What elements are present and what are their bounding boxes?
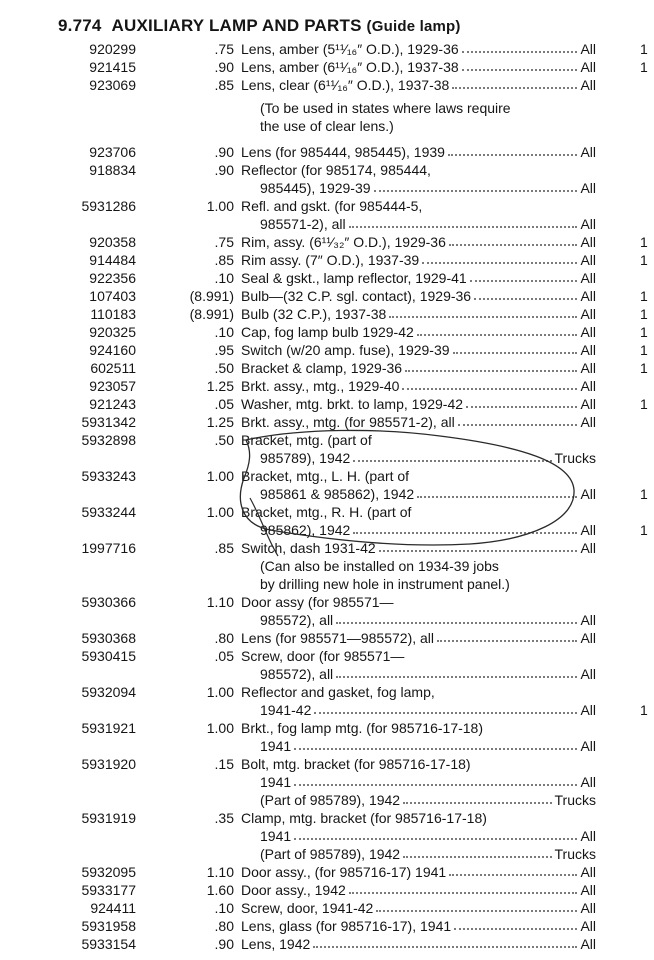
- part-description-cell: [241, 413, 596, 431]
- part-number: 5933154: [81, 936, 136, 952]
- part-number: 922356: [89, 270, 136, 286]
- applies-to: All: [580, 288, 596, 304]
- dot-leader: [454, 928, 577, 930]
- part-number: 602511: [90, 360, 136, 376]
- parts-line: [0, 593, 654, 611]
- dot-leader: [417, 496, 577, 498]
- parts-line: [0, 305, 654, 323]
- parts-line: [0, 431, 654, 449]
- applies-to: All: [580, 342, 596, 358]
- part-description: Lens, glass (for 985716-17), 1941: [241, 918, 452, 934]
- part-description: Lens (for 985444, 985445), 1939: [241, 144, 445, 160]
- parts-line: [0, 791, 654, 809]
- parts-line: [0, 503, 654, 521]
- parts-line: [0, 917, 654, 935]
- part-description: 985572), all: [260, 666, 334, 682]
- part-note: the use of clear lens.): [260, 118, 394, 134]
- applies-to: All: [580, 378, 596, 394]
- parts-line: [0, 269, 654, 287]
- part-number: 918834: [89, 162, 136, 178]
- part-number: 5930415: [81, 648, 136, 664]
- dot-leader: [452, 87, 577, 89]
- part-number: 914484: [89, 252, 136, 268]
- part-description: Lens, clear (6¹¹⁄₁₆″ O.D.), 1937-38: [241, 77, 450, 93]
- applies-to: All: [580, 234, 596, 250]
- dot-leader: [449, 244, 578, 246]
- part-note: (Can also be installed on 1934-39 jobs: [260, 558, 499, 574]
- dot-leader: [336, 676, 577, 678]
- part-description: 1941-42: [260, 702, 312, 718]
- part-price: .85: [214, 252, 234, 268]
- margin-mark: 1: [640, 324, 648, 340]
- part-description: Bracket, mtg., L. H. (part of: [241, 468, 410, 484]
- part-number: 5930368: [81, 630, 136, 646]
- dot-leader: [405, 370, 577, 372]
- part-description: 985445), 1929-39: [260, 180, 371, 196]
- part-price: .50: [214, 360, 234, 376]
- parts-line: [0, 251, 654, 269]
- parts-line: [0, 341, 654, 359]
- part-price: .90: [214, 162, 234, 178]
- parts-line: [0, 359, 654, 377]
- applies-to: All: [580, 252, 596, 268]
- applies-to: Trucks: [554, 450, 596, 466]
- parts-line: [0, 863, 654, 881]
- part-description: Reflector and gasket, fog lamp,: [241, 684, 435, 700]
- part-number: 5931286: [81, 198, 136, 214]
- dot-leader: [466, 406, 577, 408]
- dot-leader: [353, 460, 551, 462]
- part-description-cell: [260, 773, 596, 791]
- part-description-cell: [260, 521, 596, 539]
- part-number: 5931919: [81, 810, 136, 826]
- applies-to: All: [580, 360, 596, 376]
- dot-leader: [458, 424, 578, 426]
- part-number: 110183: [90, 306, 136, 322]
- part-description-cell: [260, 791, 596, 809]
- dot-leader: [294, 838, 577, 840]
- dot-leader: [462, 69, 578, 71]
- part-description-cell: [241, 755, 596, 773]
- part-description: Cap, fog lamp bulb 1929-42: [241, 324, 414, 340]
- part-price: 1.00: [206, 468, 234, 484]
- part-description: 985572), all: [260, 612, 334, 628]
- parts-line: [0, 881, 654, 899]
- part-description-cell: [241, 863, 596, 881]
- part-price: 1.00: [206, 198, 234, 214]
- part-price: 1.60: [206, 882, 234, 898]
- parts-line: [0, 287, 654, 305]
- part-description: Rim assy. (7″ O.D.), 1937-39: [241, 252, 420, 268]
- part-description-cell: [241, 143, 596, 161]
- part-description-cell: [241, 269, 596, 287]
- note-line: [0, 99, 654, 117]
- part-price: .05: [214, 648, 234, 664]
- part-description: Lens, amber (6¹¹⁄₁₆″ O.D.), 1937-38: [241, 59, 459, 75]
- dot-leader: [437, 640, 577, 642]
- dot-leader: [422, 262, 577, 264]
- applies-to: All: [580, 270, 596, 286]
- parts-line: [0, 683, 654, 701]
- applies-to: All: [580, 630, 596, 646]
- part-description-cell: [241, 76, 596, 94]
- part-description: Switch (w/20 amp. fuse), 1929-39: [241, 342, 450, 358]
- parts-line: [0, 395, 654, 413]
- part-description: 985862), 1942: [260, 522, 351, 538]
- part-price: .75: [214, 41, 234, 57]
- part-number: 5932095: [81, 864, 136, 880]
- part-note: by drilling new hole in instrument panel.): [260, 576, 510, 592]
- dot-leader: [376, 910, 577, 912]
- part-description-cell: [241, 683, 596, 701]
- margin-mark: 1: [640, 522, 648, 538]
- margin-mark: 1: [640, 59, 648, 75]
- parts-line: [0, 809, 654, 827]
- part-number: 5931342: [81, 414, 136, 430]
- part-description: (Part of 985789), 1942: [260, 792, 401, 808]
- part-description-cell: [241, 233, 596, 251]
- part-price: 1.00: [206, 684, 234, 700]
- part-description: Bulb—(32 C.P. sgl. contact), 1929-36: [241, 288, 472, 304]
- dot-leader: [353, 532, 577, 534]
- part-description: Bracket, mtg. (part of: [241, 432, 372, 448]
- part-description: Brkt. assy., mtg. (for 985571-2), all: [241, 414, 455, 430]
- applies-to: All: [580, 666, 596, 682]
- part-number: 920325: [89, 324, 136, 340]
- part-description: Screw, door, 1941-42: [241, 900, 374, 916]
- dot-leader: [449, 874, 577, 876]
- margin-mark: 1: [640, 306, 648, 322]
- part-description: 985789), 1942: [260, 450, 351, 466]
- part-price: 1.00: [206, 720, 234, 736]
- part-price: .80: [214, 630, 234, 646]
- part-price: .85: [214, 77, 234, 93]
- part-number: 5931958: [81, 918, 136, 934]
- part-price: .35: [214, 810, 234, 826]
- applies-to: All: [580, 918, 596, 934]
- part-description-cell: [241, 359, 596, 377]
- part-description-cell: [241, 467, 596, 485]
- dot-leader: [294, 748, 577, 750]
- margin-mark: 1: [640, 486, 648, 502]
- parts-line: [0, 773, 654, 791]
- dot-leader: [379, 550, 578, 552]
- part-description-cell: [241, 503, 596, 521]
- dot-leader: [314, 712, 577, 714]
- part-description-cell: [260, 485, 596, 503]
- part-description-cell: [241, 431, 596, 449]
- part-description: Clamp, mtg. bracket (for 985716-17-18): [241, 810, 487, 826]
- part-description: 985571-2), all: [260, 216, 346, 232]
- part-note: (To be used in states where laws require: [260, 100, 511, 116]
- margin-mark: 1: [640, 702, 648, 718]
- dot-leader: [462, 51, 578, 53]
- part-description-cell: [260, 827, 596, 845]
- parts-line: [0, 935, 654, 953]
- part-price: .90: [214, 936, 234, 952]
- part-description-cell: [241, 809, 596, 827]
- parts-line: [0, 845, 654, 863]
- parts-line: [0, 755, 654, 773]
- part-description-cell: [241, 539, 596, 557]
- part-number: 923069: [89, 77, 136, 93]
- dot-leader: [403, 802, 551, 804]
- part-description: Bulb (32 C.P.), 1937-38: [241, 306, 387, 322]
- parts-line: [0, 377, 654, 395]
- part-description-cell: [241, 40, 596, 58]
- part-description-cell: [241, 899, 596, 917]
- part-description: Bolt, mtg. bracket (for 985716-17-18): [241, 756, 471, 772]
- part-price: .95: [214, 342, 234, 358]
- part-description-cell: [241, 58, 596, 76]
- part-price: .85: [214, 540, 234, 556]
- dot-leader: [470, 280, 578, 282]
- part-price: 1.25: [206, 414, 234, 430]
- applies-to: All: [580, 306, 596, 322]
- parts-line: [0, 629, 654, 647]
- part-description: 1941: [260, 828, 292, 844]
- part-number: 5930366: [81, 594, 136, 610]
- parts-line: [0, 737, 654, 755]
- margin-mark: 1: [640, 252, 648, 268]
- part-price: .90: [214, 59, 234, 75]
- part-price: 1.10: [206, 864, 234, 880]
- part-number: 921415: [89, 59, 136, 75]
- parts-line: [0, 233, 654, 251]
- part-number: 1997716: [81, 540, 136, 556]
- part-description: 985861 & 985862), 1942: [260, 486, 415, 502]
- part-description-cell: [260, 611, 596, 629]
- applies-to: All: [580, 41, 596, 57]
- dot-leader: [349, 892, 578, 894]
- parts-line: [0, 701, 654, 719]
- margin-mark: 1: [640, 342, 648, 358]
- dot-leader: [313, 946, 577, 948]
- part-description-cell: [241, 197, 596, 215]
- part-description-cell: [260, 449, 596, 467]
- part-description: Door assy (for 985571—: [241, 594, 394, 610]
- part-description: Lens, amber (5¹¹⁄₁₆″ O.D.), 1929-36: [241, 41, 459, 57]
- applies-to: All: [580, 900, 596, 916]
- part-number: 5933244: [81, 504, 136, 520]
- part-price: .10: [214, 270, 234, 286]
- part-number: 5931920: [81, 756, 136, 772]
- parts-line: [0, 161, 654, 179]
- part-description: 1941: [260, 774, 292, 790]
- margin-mark: 1: [640, 288, 648, 304]
- applies-to: All: [580, 77, 596, 93]
- applies-to: All: [580, 216, 596, 232]
- parts-line: [0, 827, 654, 845]
- part-description: Lens, 1942: [241, 936, 311, 952]
- applies-to: All: [580, 936, 596, 952]
- part-number: 924411: [90, 900, 136, 916]
- part-description-cell: [241, 935, 596, 953]
- part-number: 5932898: [81, 432, 136, 448]
- part-price: 1.00: [206, 504, 234, 520]
- part-description-cell: [241, 881, 596, 899]
- note-line: [0, 557, 654, 575]
- part-number: 920299: [89, 41, 136, 57]
- section-heading: [58, 16, 618, 36]
- section-number: 9.774: [58, 16, 102, 35]
- part-description-cell: [241, 287, 596, 305]
- part-description: Bracket & clamp, 1929-36: [241, 360, 403, 376]
- parts-line: [0, 179, 654, 197]
- part-price: (8.991): [189, 288, 234, 304]
- dot-leader: [453, 352, 578, 354]
- part-description-cell: [241, 719, 596, 737]
- dot-leader: [402, 388, 577, 390]
- part-description: Switch, dash 1931-42: [241, 540, 376, 556]
- parts-line: [0, 197, 654, 215]
- dot-leader: [349, 226, 578, 228]
- part-number: 923057: [89, 378, 136, 394]
- part-description: Brkt. assy., mtg., 1929-40: [241, 378, 400, 394]
- part-price: 1.25: [206, 378, 234, 394]
- part-description: Bracket, mtg., R. H. (part of: [241, 504, 412, 520]
- part-description-cell: [241, 341, 596, 359]
- part-number: 5933177: [81, 882, 136, 898]
- part-description: Seal & gskt., lamp reflector, 1929-41: [241, 270, 467, 286]
- part-description: Door assy., 1942: [241, 882, 346, 898]
- parts-line: [0, 899, 654, 917]
- parts-line: [0, 215, 654, 233]
- parts-line: [0, 40, 654, 58]
- part-description: Door assy., (for 985716-17) 1941: [241, 864, 447, 880]
- applies-to: All: [580, 59, 596, 75]
- parts-line: [0, 449, 654, 467]
- part-description-cell: [260, 215, 596, 233]
- dot-leader: [294, 784, 577, 786]
- applies-to: Trucks: [554, 846, 596, 862]
- dot-leader: [417, 334, 578, 336]
- parts-line: [0, 539, 654, 557]
- parts-line: [0, 76, 654, 94]
- part-description-cell: [241, 917, 596, 935]
- applies-to: All: [580, 144, 596, 160]
- margin-mark: 1: [640, 396, 648, 412]
- part-price: .50: [214, 432, 234, 448]
- applies-to: All: [580, 396, 596, 412]
- dot-leader: [403, 856, 551, 858]
- part-description-cell: [241, 647, 596, 665]
- applies-to: All: [580, 882, 596, 898]
- part-description: Washer, mtg. brkt. to lamp, 1929-42: [241, 396, 464, 412]
- part-price: 1.10: [206, 594, 234, 610]
- part-description-cell: [241, 251, 596, 269]
- part-description: Screw, door (for 985571—: [241, 648, 405, 664]
- applies-to: All: [580, 522, 596, 538]
- parts-line: [0, 467, 654, 485]
- part-price: .05: [214, 396, 234, 412]
- applies-to: Trucks: [554, 792, 596, 808]
- part-price: .10: [214, 324, 234, 340]
- applies-to: All: [580, 738, 596, 754]
- part-description-cell: [241, 395, 596, 413]
- part-description: 1941: [260, 738, 292, 754]
- parts-line: [0, 665, 654, 683]
- margin-mark: 1: [640, 234, 648, 250]
- note-line: [0, 117, 654, 135]
- part-description: Brkt., fog lamp mtg. (for 985716-17-18): [241, 720, 483, 736]
- part-price: .10: [214, 900, 234, 916]
- applies-to: All: [580, 702, 596, 718]
- dot-leader: [336, 622, 577, 624]
- parts-line: [0, 611, 654, 629]
- margin-mark: 1: [640, 360, 648, 376]
- part-description: (Part of 985789), 1942: [260, 846, 401, 862]
- part-description-cell: [241, 323, 596, 341]
- applies-to: All: [580, 486, 596, 502]
- part-description: Reflector (for 985174, 985444,: [241, 162, 431, 178]
- parts-line: [0, 413, 654, 431]
- applies-to: All: [580, 540, 596, 556]
- dot-leader: [474, 298, 577, 300]
- part-description-cell: [241, 377, 596, 395]
- part-price: .80: [214, 918, 234, 934]
- parts-line: [0, 521, 654, 539]
- part-description-cell: [260, 179, 596, 197]
- part-price: .15: [214, 756, 234, 772]
- part-price: .75: [214, 234, 234, 250]
- parts-line: [0, 647, 654, 665]
- part-description-cell: [241, 629, 596, 647]
- part-description-cell: [241, 161, 596, 179]
- part-description-cell: [260, 665, 596, 683]
- dot-leader: [448, 154, 578, 156]
- applies-to: All: [580, 864, 596, 880]
- parts-line: [0, 143, 654, 161]
- part-number: 920358: [89, 234, 136, 250]
- applies-to: All: [580, 828, 596, 844]
- applies-to: All: [580, 324, 596, 340]
- parts-line: [0, 719, 654, 737]
- applies-to: All: [580, 774, 596, 790]
- part-description-cell: [260, 737, 596, 755]
- dot-leader: [374, 190, 578, 192]
- part-number: 921243: [89, 396, 136, 412]
- part-description: Refl. and gskt. (for 985444-5,: [241, 198, 423, 214]
- part-number: 924160: [89, 342, 136, 358]
- parts-line: [0, 485, 654, 503]
- part-description-cell: [241, 593, 596, 611]
- section-subtitle: (Guide lamp): [366, 18, 461, 35]
- part-description: Rim, assy. (6¹¹⁄₃₂″ O.D.), 1929-36: [241, 234, 446, 250]
- part-description-cell: [260, 845, 596, 863]
- applies-to: All: [580, 180, 596, 196]
- part-number: 5931921: [81, 720, 136, 736]
- part-description: Lens (for 985571—985572), all: [241, 630, 435, 646]
- part-price: .90: [214, 144, 234, 160]
- parts-line: [0, 323, 654, 341]
- part-number: 923706: [89, 144, 136, 160]
- parts-line: [0, 58, 654, 76]
- part-number: 5932094: [81, 684, 136, 700]
- section-title: AUXILIARY LAMP AND PARTS: [111, 16, 362, 35]
- part-number: 5933243: [81, 468, 136, 484]
- part-price: (8.991): [189, 306, 234, 322]
- note-line: [0, 575, 654, 593]
- applies-to: All: [580, 414, 596, 430]
- margin-mark: 1: [640, 41, 648, 57]
- dot-leader: [389, 316, 577, 318]
- part-description-cell: [260, 701, 596, 719]
- part-description-cell: [241, 305, 596, 323]
- part-number: 107403: [89, 288, 136, 304]
- applies-to: All: [580, 612, 596, 628]
